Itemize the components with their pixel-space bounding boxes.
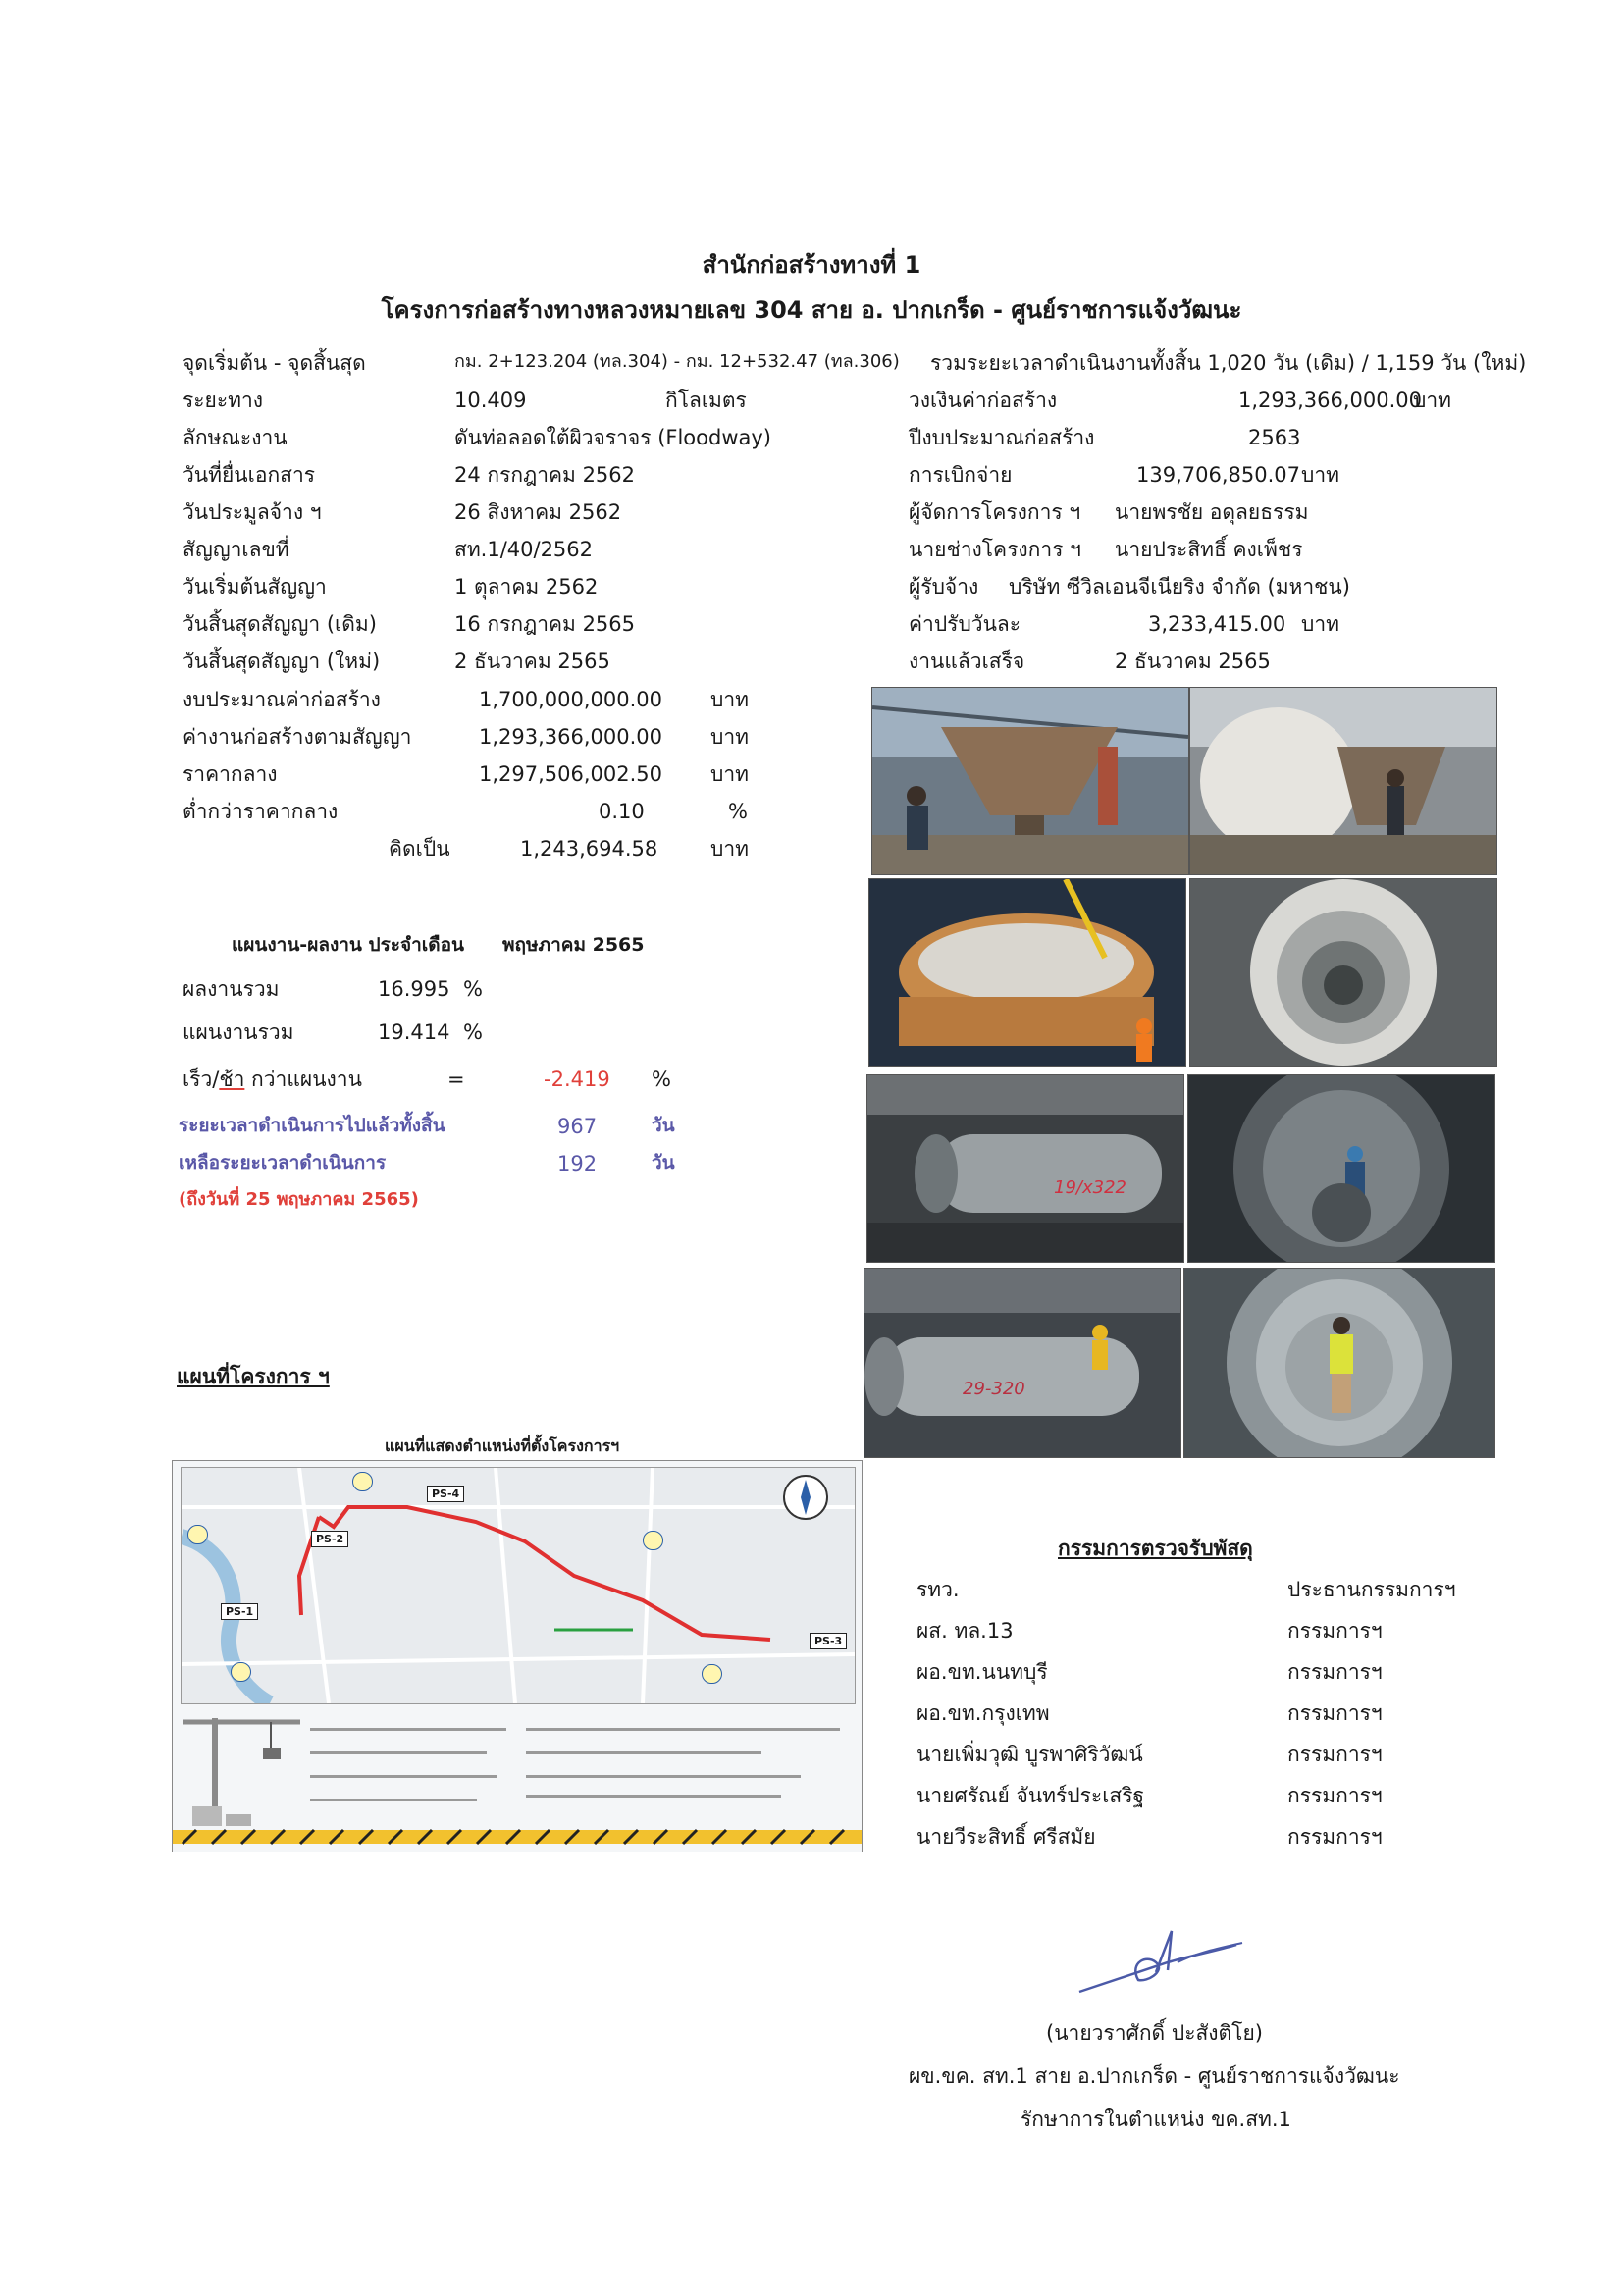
money-value: 1,293,366,000.00 — [479, 725, 663, 749]
diff-label-a: เร็ว/ — [183, 1068, 220, 1091]
money-label: ราคากลาง — [183, 762, 278, 786]
right-detail-unit: บาท — [1413, 389, 1451, 412]
map-note — [643, 1531, 663, 1550]
right-detail-unit: บาท — [1301, 612, 1339, 636]
money-unit: บาท — [710, 688, 749, 711]
money-unit: บาท — [710, 837, 749, 861]
committee-member-role: ประธานกรรมการฯ — [1287, 1578, 1456, 1601]
plan-label: แผนงานรวม — [183, 1020, 294, 1044]
diff-label — [183, 1070, 362, 1090]
detail-value: สท.1/40/2562 — [454, 538, 594, 561]
right-detail-text: ผู้รับจ้าง — [909, 575, 979, 599]
svg-text:29-320: 29-320 — [963, 1379, 1025, 1399]
elapsed-unit: วัน — [652, 1115, 675, 1136]
construction-photo — [871, 687, 1189, 875]
station-ps4: PS-4 — [427, 1486, 464, 1502]
map-area — [181, 1467, 856, 1704]
money-value: 1,700,000,000.00 — [479, 688, 663, 711]
map-title: แผนที่แสดงตำแหน่งที่ตั้งโครงการฯ — [385, 1436, 620, 1455]
detail-value: 1 ตุลาคม 2562 — [454, 575, 599, 599]
actual-label: ผลงานรวม — [183, 977, 280, 1001]
detail-label: วันเริ่มต้นสัญญา — [183, 575, 327, 599]
detail-label: วันที่ยื่นเอกสาร — [183, 463, 316, 487]
right-detail-text: งานแล้วเสร็จ — [909, 650, 1025, 673]
right-detail-value: 2563 — [1248, 426, 1301, 449]
construction-photo — [868, 878, 1186, 1067]
detail-label: วันประมูลจ้าง ฯ — [183, 500, 322, 524]
detail-label: สัญญาเลขที่ — [183, 538, 289, 561]
diff-label-c: กว่าแผนงาน — [244, 1068, 362, 1091]
money-label: คิดเป็น — [389, 837, 450, 861]
detail-value: 10.409 — [454, 389, 527, 412]
map-note — [187, 1525, 208, 1544]
detail-label: ลักษณะงาน — [183, 426, 288, 449]
detail-value: 24 กรกฎาคม 2562 — [454, 463, 636, 487]
progress-heading: แผนงาน-ผลงาน ประจำเดือน — [232, 934, 465, 956]
money-label: งบประมาณค่าก่อสร้าง — [183, 688, 381, 711]
signer-acting-position: รักษาการในตำแหน่ง ขค.สท.1 — [1021, 2108, 1291, 2131]
committee-member-name: รทว. — [916, 1578, 960, 1601]
right-detail-text: รวมระยะเวลาดำเนินงานทั้งสิ้น 1,020 วัน (เดิม) / 1,159 วัน (ใหม่) — [930, 351, 1527, 375]
committee-member-role: กรรมการฯ — [1287, 1660, 1383, 1684]
remaining-value: 192 — [557, 1152, 598, 1175]
committee-member-role: กรรมการฯ — [1287, 1743, 1383, 1766]
right-detail-text: การเบิกจ่าย — [909, 463, 1013, 487]
detail-label: ระยะทาง — [183, 389, 264, 412]
right-detail-value: 3,233,415.00 — [1148, 612, 1286, 636]
money-unit: บาท — [710, 762, 749, 786]
committee-member-name: นายเพิ่มวุฒิ บูรพาศิริวัฒน์ — [916, 1743, 1143, 1766]
right-detail-text: นายช่างโครงการ ฯ — [909, 538, 1081, 561]
signer-name: (นายวราศักดิ์ ปะสังติโย) — [1046, 2021, 1263, 2045]
project-title: โครงการก่อสร้างทางหลวงหมายเลข 304 สาย อ. ปากเกร็ด - ศูนย์ราชการแจ้งวัฒนะ — [381, 296, 1242, 324]
diff-eq: = — [447, 1068, 465, 1091]
diff-unit: % — [652, 1068, 671, 1091]
money-unit: บาท — [710, 725, 749, 749]
signature-mark — [1070, 1923, 1246, 2002]
detail-label: วันสิ้นสุดสัญญา (เดิม) — [183, 612, 377, 636]
detail-value: 26 สิงหาคม 2562 — [454, 500, 622, 524]
committee-member-name: ผอ.ขท.นนทบุรี — [916, 1660, 1048, 1684]
money-unit: % — [728, 800, 748, 823]
construction-photo — [866, 1074, 1184, 1263]
money-value: 1,243,694.58 — [520, 837, 658, 861]
construction-photo — [1189, 878, 1497, 1067]
station-ps2: PS-2 — [311, 1531, 348, 1547]
construction-photo — [1189, 687, 1497, 875]
right-detail-value: บริษัท ซีวิลเอนจีเนียริง จำกัด (มหาชน) — [1009, 575, 1350, 599]
committee-member-role: กรรมการฯ — [1287, 1784, 1383, 1807]
plan-unit: % — [463, 1020, 483, 1044]
remaining-unit: วัน — [652, 1152, 675, 1174]
right-detail-value: นายประสิทธิ์ คงเพ็ชร — [1115, 538, 1303, 561]
diff-value: -2.419 — [544, 1068, 610, 1091]
right-detail-value: 2 ธันวาคม 2565 — [1115, 650, 1271, 673]
actual-unit: % — [463, 977, 483, 1001]
committee-member-name: นายศรัณย์ จันทร์ประเสริฐ — [916, 1784, 1145, 1807]
committee-member-role: กรรมการฯ — [1287, 1701, 1383, 1725]
detail-unit: กิโลเมตร — [665, 389, 747, 412]
right-detail-value: นายพรชัย อดุลยธรรม — [1115, 500, 1309, 524]
money-label: ค่างานก่อสร้างตามสัญญา — [183, 725, 412, 749]
committee-member-name: ผส. ทล.13 — [916, 1619, 1014, 1643]
committee-heading: กรรมการตรวจรับพัสดุ — [1058, 1537, 1253, 1560]
project-map — [172, 1460, 863, 1852]
map-note — [231, 1662, 251, 1682]
signer-position: ผข.ขค. สท.1 สาย อ.ปากเกร็ด - ศูนย์ราชการแจ้งวัฒนะ — [909, 2064, 1400, 2088]
right-detail-text: วงเงินค่าก่อสร้าง — [909, 389, 1058, 412]
money-value: 0.10 — [599, 800, 645, 823]
right-detail-text: ผู้จัดการโครงการ ฯ — [909, 500, 1081, 524]
map-note — [352, 1472, 373, 1491]
plan-value: 19.414 — [378, 1020, 450, 1044]
detail-value: 16 กรกฎาคม 2565 — [454, 612, 636, 636]
right-detail-value: 1,293,366,000.00 — [1238, 389, 1423, 412]
actual-value: 16.995 — [378, 977, 450, 1001]
station-ps3: PS-3 — [810, 1633, 847, 1649]
right-detail-value: 139,706,850.07 — [1136, 463, 1300, 487]
elapsed-value: 967 — [557, 1115, 598, 1138]
committee-member-role: กรรมการฯ — [1287, 1619, 1383, 1643]
committee-member-name: ผอ.ขท.กรุงเทพ — [916, 1701, 1050, 1725]
diff-label-b: ช้า — [219, 1068, 245, 1091]
station-ps1: PS-1 — [221, 1603, 258, 1620]
construction-photo — [1183, 1268, 1495, 1458]
map-note — [702, 1664, 722, 1684]
svg-text:19/x322: 19/x322 — [1054, 1177, 1126, 1198]
construction-photo — [864, 1268, 1181, 1458]
remaining-label: เหลือระยะเวลาดำเนินการ — [179, 1152, 387, 1174]
as-of-date: (ถึงวันที่ 25 พฤษภาคม 2565) — [179, 1189, 419, 1210]
right-detail-unit: บาท — [1301, 463, 1339, 487]
detail-label: จุดเริ่มต้น - จุดสิ้นสุด — [183, 351, 366, 375]
money-label: ต่ำกว่าราคากลาง — [183, 800, 339, 823]
map-heading: แผนที่โครงการ ฯ — [177, 1365, 330, 1388]
committee-member-name: นายวีระสิทธิ์ ศรีสมัย — [916, 1825, 1096, 1849]
elapsed-label: ระยะเวลาดำเนินการไปแล้วทั้งสิ้น — [179, 1115, 445, 1136]
detail-value: ดันท่อลอดใต้ผิวจราจร (Floodway) — [454, 426, 771, 449]
detail-value: 2 ธันวาคม 2565 — [454, 650, 610, 673]
detail-label: วันสิ้นสุดสัญญา (ใหม่) — [183, 650, 381, 673]
office-title: สำนักก่อสร้างทางที่ 1 — [702, 251, 921, 279]
detail-value: กม. 2+123.204 (ทล.304) - กม. 12+532.47 (ทล.306) — [454, 351, 900, 372]
right-detail-text: ค่าปรับวันละ — [909, 612, 1021, 636]
right-detail-text: ปีงบประมาณก่อสร้าง — [909, 426, 1095, 449]
money-value: 1,297,506,002.50 — [479, 762, 663, 786]
committee-member-role: กรรมการฯ — [1287, 1825, 1383, 1849]
progress-month: พฤษภาคม 2565 — [502, 934, 645, 956]
construction-photo — [1187, 1074, 1495, 1263]
